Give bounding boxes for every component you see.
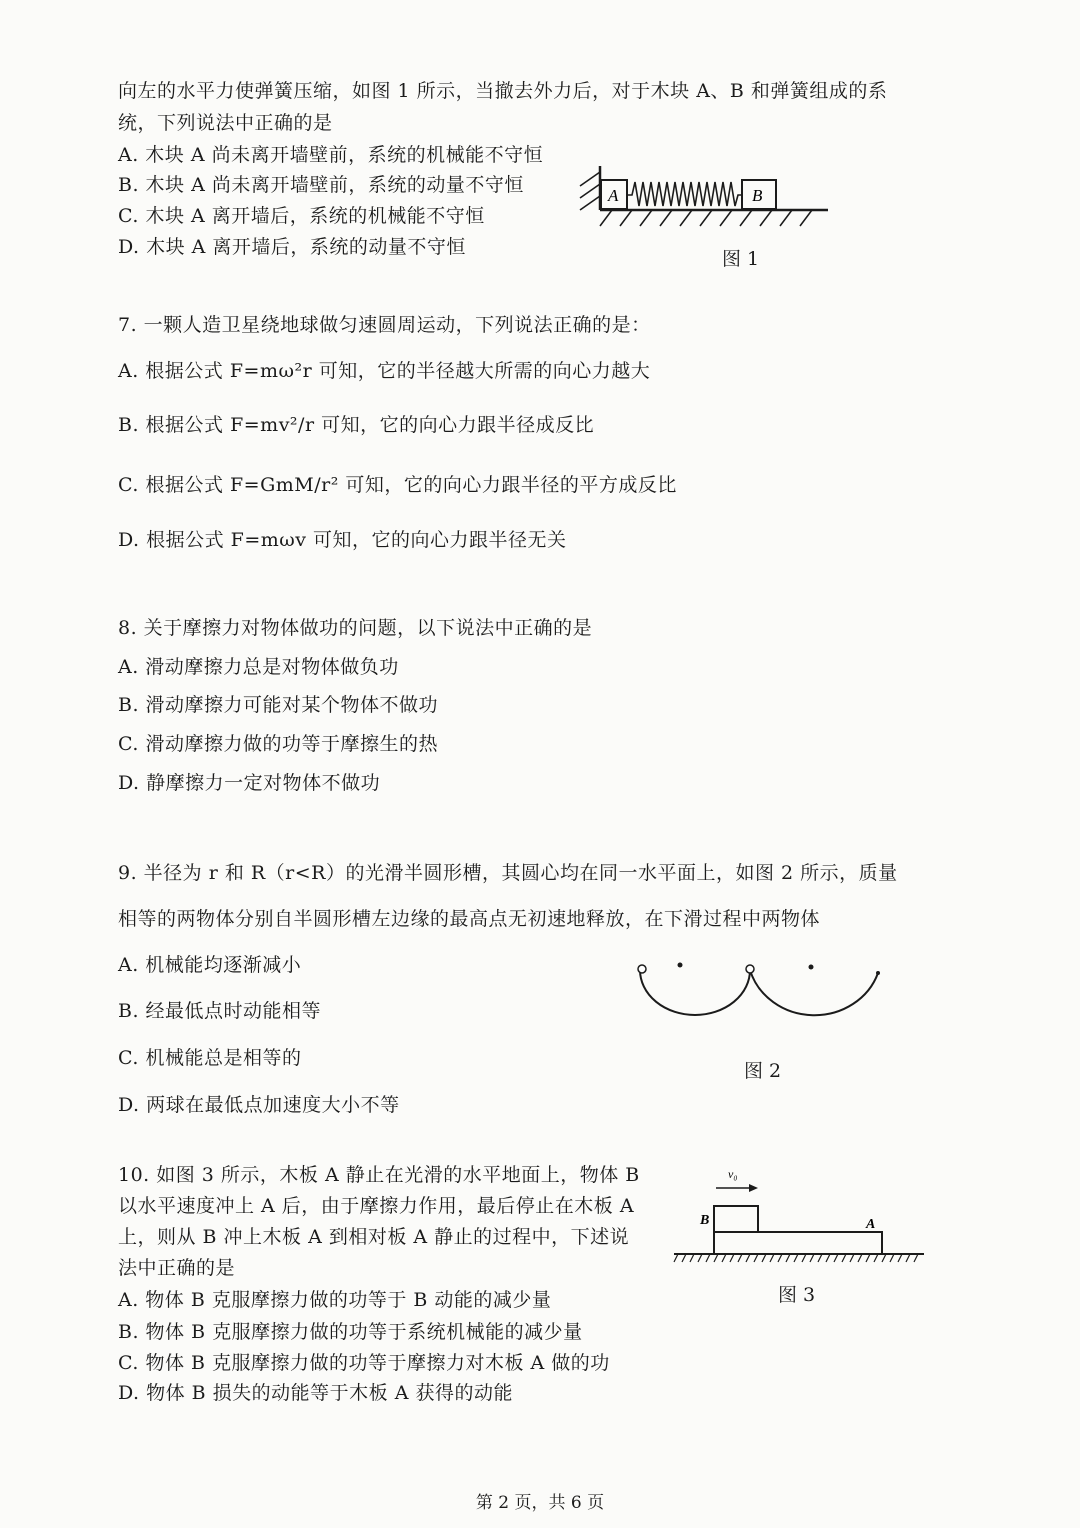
ball-small-groove bbox=[638, 965, 646, 973]
figure-3-caption: 图 3 bbox=[778, 1284, 816, 1306]
large-groove-edge-dot bbox=[876, 971, 880, 975]
figure-1-wall-spring-blocks bbox=[570, 158, 835, 233]
large-groove bbox=[750, 970, 878, 1015]
q7-option-d: D. 根据公式 F=mωv 可知，它的向心力跟半径无关 bbox=[118, 529, 567, 551]
page-footer: 第 2 页，共 6 页 bbox=[475, 1493, 605, 1513]
q6-option-d: D. 木块 A 离开墙后，系统的动量不守恒 bbox=[118, 236, 466, 258]
q10-stem-line2: 以水平速度冲上 A 后，由于摩擦力作用，最后停止在木板 A bbox=[118, 1195, 635, 1217]
q6-option-c: C. 木块 A 离开墙后，系统的机械能不守恒 bbox=[118, 205, 485, 227]
figure-3-board-and-block bbox=[670, 1162, 930, 1272]
q8-option-c: C. 滑动摩擦力做的功等于摩擦生的热 bbox=[118, 733, 438, 755]
q9-option-b: B. 经最低点时动能相等 bbox=[118, 1000, 322, 1022]
q8-option-d: D. 静摩擦力一定对物体不做功 bbox=[118, 772, 381, 794]
small-groove bbox=[640, 970, 750, 1015]
spring bbox=[627, 182, 742, 206]
velocity-label: v₀ bbox=[728, 1167, 738, 1181]
q9-option-c: C. 机械能总是相等的 bbox=[118, 1047, 302, 1069]
q9-stem-line1: 9. 半径为 r 和 R（r<R）的光滑半圆形槽，其圆心均在同一水平面上，如图 2 所示，质量 bbox=[118, 862, 898, 884]
ground-hatch bbox=[674, 1254, 918, 1262]
velocity-arrowhead bbox=[749, 1184, 758, 1192]
q10-option-b: B. 物体 B 克服摩擦力做的功等于系统机械能的减少量 bbox=[118, 1321, 583, 1343]
q6-stem-line2: 统，下列说法中正确的是 bbox=[118, 112, 333, 134]
q7-option-b: B. 根据公式 F=mv²/r 可知，它的向心力跟半径成反比 bbox=[118, 414, 595, 436]
q10-stem-line1: 10. 如图 3 所示，木板 A 静止在光滑的水平地面上，物体 B bbox=[118, 1164, 640, 1186]
ball-large-groove bbox=[746, 965, 754, 973]
wall-hatch bbox=[580, 172, 600, 210]
board-a bbox=[714, 1232, 882, 1254]
q6-option-a: A. 木块 A 尚未离开墙壁前，系统的机械能不守恒 bbox=[118, 144, 544, 166]
block-b-label: B bbox=[700, 1213, 710, 1228]
q8-option-a: A. 滑动摩擦力总是对物体做负功 bbox=[118, 656, 399, 678]
center-small bbox=[678, 963, 683, 968]
block-b-label: B bbox=[752, 186, 763, 205]
q10-stem-line4: 法中正确的是 bbox=[118, 1257, 236, 1279]
block-b bbox=[714, 1206, 758, 1232]
q8-stem: 8. 关于摩擦力对物体做功的问题，以下说法中正确的是 bbox=[118, 617, 593, 639]
figure-2-semicircle-grooves bbox=[630, 955, 890, 1040]
q6-stem-line1: 向左的水平力使弹簧压缩，如图 1 所示，当撤去外力后，对于木块 A、B 和弹簧组成的系 bbox=[118, 80, 888, 102]
q10-option-c: C. 物体 B 克服摩擦力做的功等于摩擦力对木板 A 做的功 bbox=[118, 1352, 610, 1374]
q7-option-a: A. 根据公式 F=mω²r 可知，它的半径越大所需的向心力越大 bbox=[118, 360, 651, 382]
floor-hatch bbox=[600, 210, 812, 226]
figure-2-caption: 图 2 bbox=[744, 1060, 782, 1082]
q9-stem-line2: 相等的两物体分别自半圆形槽左边缘的最高点无初速地释放，在下滑过程中两物体 bbox=[118, 908, 821, 930]
center-large bbox=[809, 965, 814, 970]
board-a-label: A bbox=[866, 1217, 876, 1232]
q7-option-c: C. 根据公式 F=GmM/r² 可知，它的向心力跟半径的平方成反比 bbox=[118, 474, 677, 496]
block-a-label: A bbox=[608, 186, 619, 205]
q10-stem-line3: 上，则从 B 冲上木板 A 到相对板 A 静止的过程中，下述说 bbox=[118, 1226, 630, 1248]
q8-option-b: B. 滑动摩擦力可能对某个物体不做功 bbox=[118, 694, 439, 716]
q10-option-d: D. 物体 B 损失的动能等于木板 A 获得的动能 bbox=[118, 1382, 513, 1404]
q9-option-a: A. 机械能均逐渐减小 bbox=[118, 954, 302, 976]
q9-option-d: D. 两球在最低点加速度大小不等 bbox=[118, 1094, 400, 1116]
figure-1-caption: 图 1 bbox=[722, 248, 760, 270]
q6-option-b: B. 木块 A 尚未离开墙壁前，系统的动量不守恒 bbox=[118, 174, 524, 196]
q10-option-a: A. 物体 B 克服摩擦力做的功等于 B 动能的减少量 bbox=[118, 1289, 552, 1311]
q7-stem: 7. 一颗人造卫星绕地球做匀速圆周运动，下列说法正确的是： bbox=[118, 314, 651, 336]
